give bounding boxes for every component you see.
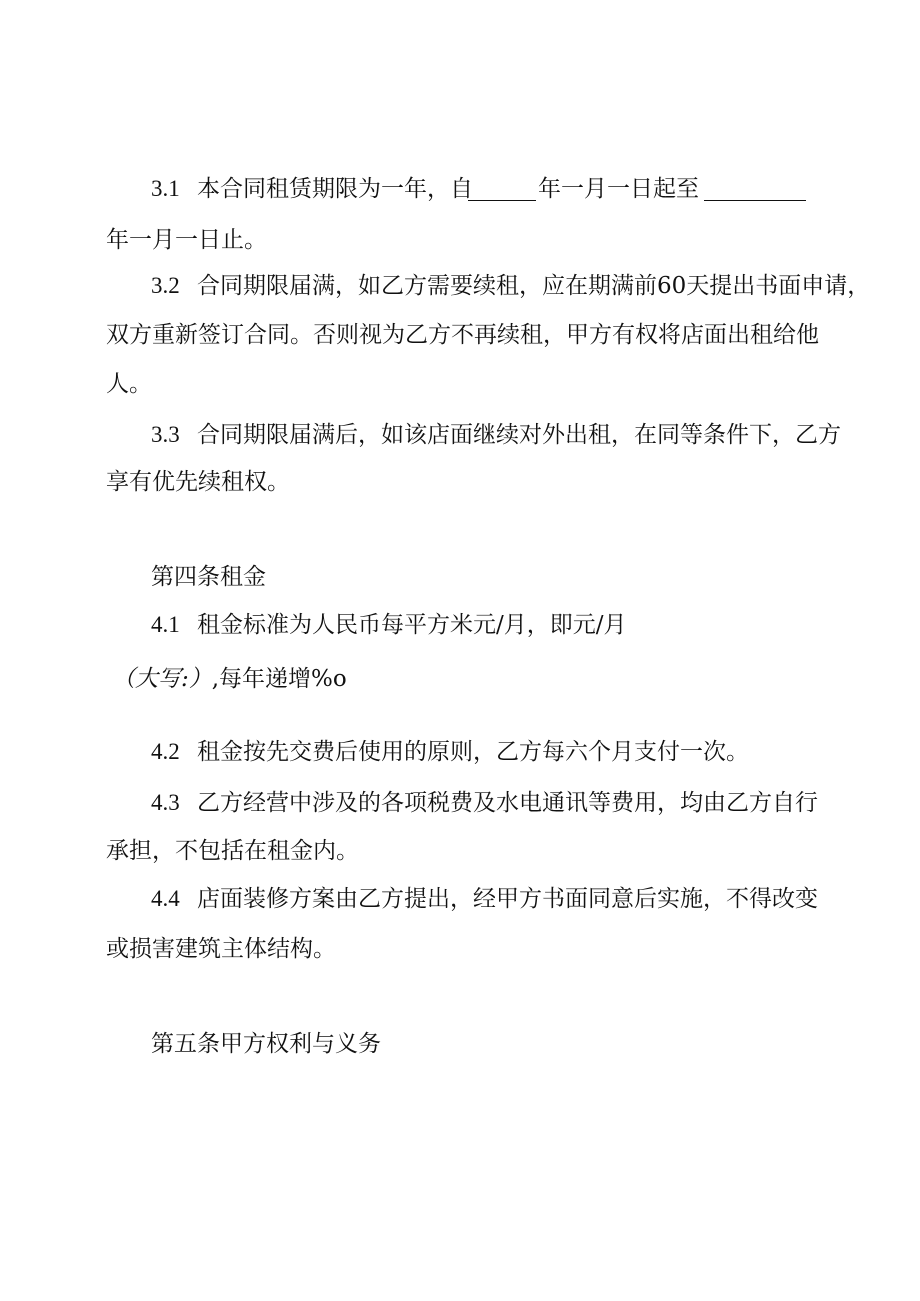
clause-number: 4.3	[151, 790, 180, 815]
clause-3-1-line-2: 年一月一日止。	[106, 227, 267, 253]
clause-text: 租金按先交费后使用的原则，乙方每六个月支付一次。	[197, 739, 749, 765]
clause-text: ,每年递增%o	[211, 666, 347, 692]
clause-text: 乙方经营中涉及的各项税费及水电通讯等费用，均由乙方自行	[197, 790, 818, 816]
clause-text: 租金标准为人民币每平方米元/月，即元/月	[197, 612, 627, 638]
clause-4-2-line-1	[151, 737, 749, 767]
clause-number: 4.1	[151, 612, 180, 637]
capitalized-amount-label: （大写:）	[112, 666, 212, 692]
section-heading-5: 第五条甲方权利与义务	[151, 1031, 381, 1057]
clause-3-1-line-1b	[538, 174, 699, 204]
year-blank-end	[704, 178, 806, 201]
clause-text: 店面装修方案由乙方提出，经甲方书面同意后实施，不得改变	[197, 886, 818, 912]
clause-3-3-line-2: 享有优先续租权。	[106, 469, 290, 495]
year-blank-start	[468, 178, 536, 201]
clause-3-2-line-3: 人。	[106, 371, 152, 397]
clause-4-1-line-2	[112, 664, 347, 694]
clause-number: 3.2	[151, 273, 180, 298]
clause-number: 4.4	[151, 886, 180, 911]
clause-4-4-line-1	[151, 884, 818, 914]
clause-4-1-line-1	[151, 610, 627, 640]
clause-4-3-line-2: 承担，不包括在租金内。	[106, 838, 359, 864]
clause-text: 合同期限届满后，如该店面继续对外出租，在同等条件下，乙方	[197, 422, 841, 448]
clause-text: 合同期限届满，如乙方需要续租，应在期满前60天提出书面申请，	[197, 273, 871, 299]
clause-3-3-line-1	[151, 420, 841, 450]
clause-3-1-line-1	[151, 174, 473, 204]
clause-number: 4.2	[151, 739, 180, 764]
clause-number: 3.3	[151, 422, 180, 447]
clause-number: 3.1	[151, 176, 180, 201]
clause-4-4-line-2: 或损害建筑主体结构。	[106, 936, 336, 962]
clause-3-2-line-1	[151, 271, 870, 301]
clause-4-3-line-1	[151, 788, 818, 818]
clause-text: 年一月一日起至	[538, 176, 699, 202]
clause-3-2-line-2: 双方重新签订合同。否则视为乙方不再续租，甲方有权将店面出租给他	[106, 322, 819, 348]
section-heading-4: 第四条租金	[151, 564, 266, 590]
clause-text: 本合同租赁期限为一年，自	[197, 176, 473, 202]
